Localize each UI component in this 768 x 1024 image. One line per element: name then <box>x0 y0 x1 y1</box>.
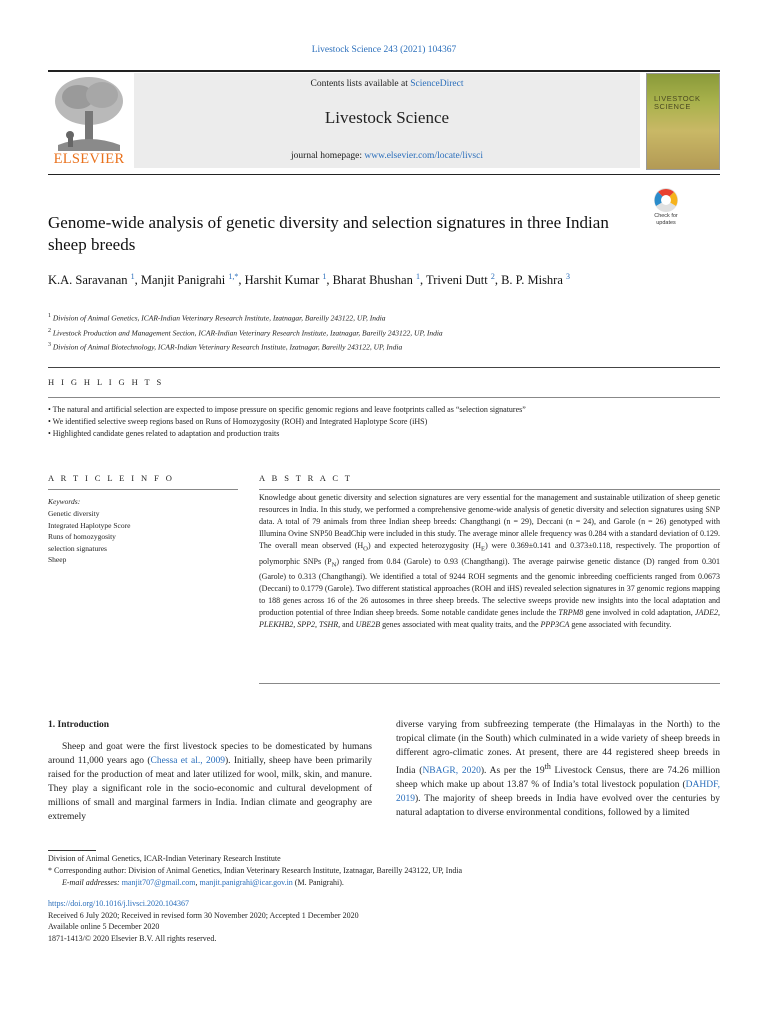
abstract-text <box>259 492 720 631</box>
check-updates-line1: Check for <box>654 213 678 219</box>
publisher-wordmark: ELSEVIER <box>53 151 125 167</box>
highlight-item: • We identified selective sweep regions based on Runs of Homozygosity (ROH) and Integrated Haplotype Score (iHS) <box>48 417 428 426</box>
copyright-notice: 1871-1413/© 2020 Elsevier B.V. All rights reserved. <box>48 933 217 943</box>
abstract-part: and <box>340 620 356 630</box>
keyword-item: selection signatures <box>48 543 107 553</box>
keyword-item: Runs of homozygosity <box>48 532 116 541</box>
keywords-label: Keywords: <box>48 497 81 506</box>
highlight-item: • Highlighted candidate genes related to adaptation and production traits <box>48 429 280 438</box>
intro-text: ). As per the 19 <box>480 766 545 777</box>
divider <box>48 397 720 398</box>
abstract-part: ) were 0.369±0.141 and 0.373±0.118, respectively. The proportion of polymorphic SNPs (P <box>259 541 720 566</box>
abstract-part: Knowledge about genetic diversity and selection signatures are very essential for the management and sustainable utilization of sheep genetic resources in India. In this study, we performed a comprehensive genome-wide analysis of genetic diversity and selection signatures using SNP data. A total of 79 animals from three Indian sheep breeds: Changthangi (n = 29), Deccani (n = 24), and Garole (n = 26) genotyped with Illumina Ovine SNP50 BeadChip were included in this study. The average minor allele frequency was 0.284 with a standard deviation of 0.129. The overall mean observed (H <box>259 493 720 550</box>
abstract-part: gene involved in cold adaptation, <box>583 608 695 618</box>
reference-link[interactable]: DAHDF, 2019 <box>396 780 720 805</box>
author-affiliation-marker[interactable]: 3 <box>566 272 571 281</box>
footnote-affiliation: Division of Animal Genetics, ICAR-Indian Veterinary Research Institute <box>48 854 281 863</box>
abstract-part: genes associated with meat quality traits, and the <box>380 620 541 630</box>
footnote-emails <box>48 877 720 889</box>
keyword-item: Sheep <box>48 555 67 564</box>
gene-name: JADE2, PLEKHB2, SPP2, TSHR, <box>259 608 720 630</box>
section-heading-introduction: 1. Introduction <box>48 720 110 730</box>
author-affiliation-marker[interactable]: 1,* <box>228 272 239 281</box>
paper-title: Genome-wide analysis of genetic diversity and selection signatures in three Indian sheep breeds <box>48 213 609 254</box>
journal-cover-thumbnail[interactable] <box>646 73 720 170</box>
reference-link[interactable]: Chessa et al., 2009 <box>150 756 225 766</box>
author-separator: , <box>134 273 141 288</box>
cover-title <box>654 95 710 111</box>
gene-name: UBE2B <box>355 620 381 630</box>
reference-link[interactable]: NBAGR, 2020 <box>422 766 481 777</box>
abstract-part: gene associated with fecundity. <box>569 620 672 630</box>
homepage-prefix: journal homepage: <box>291 151 365 161</box>
article-metadata <box>48 898 720 944</box>
keyword-item: Integrated Haplotype Score <box>48 520 131 530</box>
affiliation-marker: 2 <box>48 327 51 334</box>
doi-link[interactable]: https://doi.org/10.1016/j.livsci.2020.104367 <box>48 899 189 908</box>
email-link[interactable]: manjit.panigrahi@icar.gov.in <box>199 878 293 887</box>
available-online-date: Available online 5 December 2020 <box>48 922 160 931</box>
intro-right-column <box>396 718 720 820</box>
intro-left-column <box>48 740 372 824</box>
affiliation-text: Division of Animal Biotechnology, ICAR-Indian Veterinary Research Institute, Izatnagar, Bareilly 243122, UP, India <box>52 342 403 352</box>
author-name[interactable]: B. P. Mishra <box>501 273 563 288</box>
highlights-label: H I G H L I G H T S <box>48 377 164 387</box>
check-for-updates-label <box>642 213 690 226</box>
article-info-label: A R T I C L E I N F O <box>48 473 175 483</box>
journal-citation[interactable]: Livestock Science 243 (2021) 104367 <box>311 45 457 55</box>
superscript: th <box>544 762 551 771</box>
gene-name: PPP3CA <box>540 620 570 630</box>
divider <box>48 367 720 368</box>
intro-text: ). Initially, sheep have been primarily raised for the production of meat and later utilized for wool, milk, skin, and manure. They play a significant role in the socio-economic and cultural development of millions of small and marginal farmers in India. Indian climate and geography are extremely <box>48 756 372 822</box>
email-separator: , <box>195 878 200 887</box>
email-label: E-mail addresses: <box>62 878 122 887</box>
email-suffix: (M. Panigrahi). <box>292 878 344 887</box>
affiliation-list <box>48 310 720 354</box>
cover-title-line1: LIVESTOCK <box>654 94 701 103</box>
author-name[interactable]: Harshit Kumar <box>244 273 320 288</box>
received-dates: Received 6 July 2020; Received in revised form 30 November 2020; Accepted 1 December 2020 <box>48 910 359 920</box>
email-link[interactable]: manjit707@gmail.com <box>121 878 196 887</box>
affiliation-item <box>48 339 720 354</box>
abstract-part: ) ranged from 0.84 (Garole) to 0.93 (Changthangi). The average pairwise genetic distance (D) ranged from 0.301 (Garole) to 0.313 (Changthangi). We identified a total of 9244 ROH segments and the genomic inbreeding coefficients ranged from 0.0673 (Deccani) to 0.1779 (Garole). Two different statistical approaches (ROH and iHS) revealed selection signatures in 37 genomic regions mapping to 188 genes across 16 of the 26 autosomes in three sheep breeds. The selective sweeps provide new insights into the local adaptation and production potential of three Indian sheep breeds. Some notable candidate genes include the <box>259 556 720 618</box>
author-affiliation-marker[interactable]: 1 <box>130 272 135 281</box>
footnotes <box>48 853 720 889</box>
affiliation-marker: 1 <box>48 313 51 319</box>
author-name[interactable]: Bharat Bhushan <box>332 273 413 288</box>
check-updates-line2: updates <box>656 219 676 226</box>
author-name[interactable]: Triveni Dutt <box>426 273 488 288</box>
author-separator: , <box>494 273 502 288</box>
abstract-label: A B S T R A C T <box>259 473 353 483</box>
author-name[interactable]: Manjit Panigrahi <box>140 273 226 288</box>
sciencedirect-link[interactable]: ScienceDirect <box>410 79 464 89</box>
divider <box>259 489 720 490</box>
abstract-subscript: O <box>363 545 368 553</box>
journal-homepage-line <box>134 151 640 161</box>
intro-text: Livestock Census, there are 74.26 million sheep which make up about 13.87 % of India’s total livestock population ( <box>396 766 720 791</box>
author-affiliation-marker[interactable]: 1 <box>415 272 420 281</box>
affiliation-item <box>48 310 720 325</box>
divider <box>48 489 238 490</box>
affiliation-marker: 3 <box>48 342 51 348</box>
journal-title: Livestock Science <box>324 108 450 127</box>
author-name[interactable]: K.A. Saravanan <box>48 273 128 288</box>
footnote-corresponding-author: * Corresponding author: Division of Animal Genetics, Indian Veterinary Research Institute, Izatnagar, Bareilly 243122, UP, India <box>48 866 463 875</box>
contents-line <box>134 79 640 89</box>
author-separator: , <box>326 273 333 288</box>
abstract-part: ) and expected heterozygosity (H <box>367 541 482 550</box>
keywords-list <box>48 508 238 566</box>
divider <box>259 683 720 684</box>
intro-text: diverse varying from subfreezing temperate (the Himalayas in the North) to the tropical climate (in the South) which culminated in a wide variety of sheep breeds in different agro-climatic zones. At present, there are 44 registered sheep breeds in India ( <box>396 720 720 777</box>
contents-prefix: Contents lists available at <box>310 79 411 89</box>
keyword-item: Genetic diversity <box>48 509 100 518</box>
abstract-subscript: E <box>481 545 486 553</box>
journal-homepage-link[interactable]: www.elsevier.com/locate/livsci <box>364 151 483 161</box>
author-affiliation-marker[interactable]: 2 <box>490 272 495 281</box>
highlight-item: • The natural and artificial selection are expected to impose pressure on specific genomic regions and leave footprints called as “selection signatures” <box>48 405 526 414</box>
abstract-subscript: N <box>331 561 337 569</box>
intro-text: ). The majority of sheep breeds in India have evolved over the centuries by natural adaptation to diverse environmental conditions, followed by a limited <box>396 794 720 819</box>
intro-text: Sheep and goat were the first livestock species to be domesticated by humans around 11,000 years ago ( <box>48 742 372 766</box>
author-separator: , <box>419 273 426 288</box>
footnote-divider <box>48 850 96 851</box>
gene-name: TRPM8 <box>558 608 584 618</box>
cover-title-line2: SCIENCE <box>654 102 691 111</box>
affiliation-item <box>48 325 720 340</box>
highlights-list <box>48 404 720 440</box>
author-affiliation-marker[interactable]: 1 <box>322 272 327 281</box>
author-separator: , <box>238 273 245 288</box>
affiliation-text: Division of Animal Genetics, ICAR-Indian Veterinary Research Institute, Izatnagar, Bareilly 243122, UP, India <box>52 313 386 323</box>
affiliation-text: Livestock Production and Management Section, ICAR-Indian Veterinary Research Institute, Izatnagar, Bareilly 243122, UP, India <box>52 328 443 337</box>
author-list <box>48 268 688 289</box>
